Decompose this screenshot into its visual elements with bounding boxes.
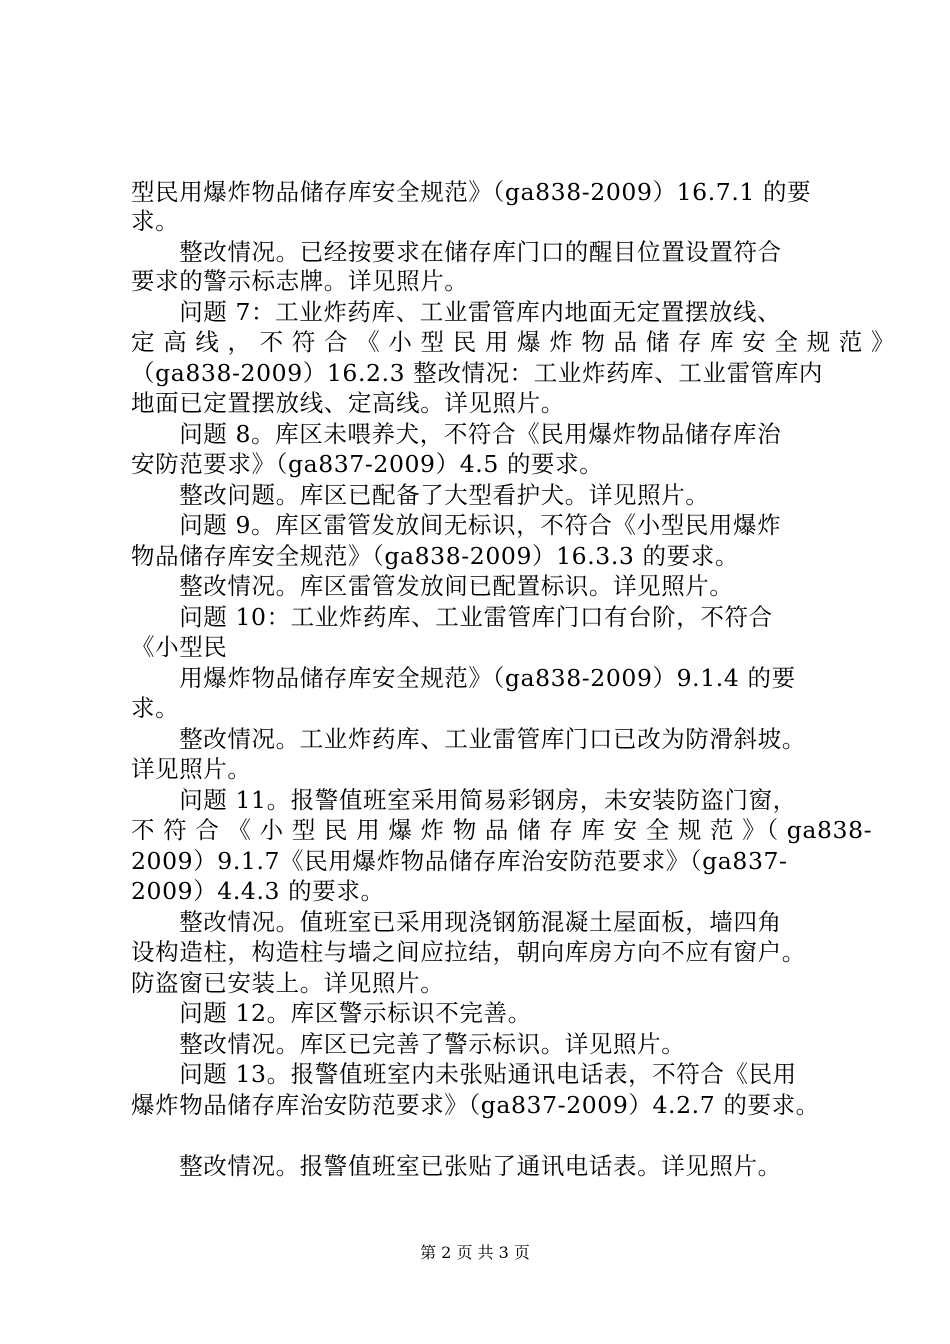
text-line: 物品储存库安全规范》（ga838-2009）16.3.3 的要求。: [131, 542, 739, 570]
text-line: 整改情况。库区雷管发放间已配置标识。详见照片。: [131, 572, 734, 600]
text-line: 整改情况。报警值班室已张贴了通讯电话表。详见照片。: [131, 1152, 782, 1180]
text-line: 不 符 合 《 小 型 民 用 爆 炸 物 品 储 存 库 安 全 规 范 》（ ga838-: [131, 816, 873, 844]
text-line: 型民用爆炸物品储存库安全规范》（ga838-2009）16.7.1 的要: [131, 178, 812, 206]
text-line: 整改情况。已经按要求在储存库门口的醒目位置设置符合: [131, 238, 782, 266]
text-line: 整改情况。工业炸药库、工业雷管库门口已改为防滑斜坡。: [131, 725, 806, 753]
text-line: 《小型民: [131, 633, 228, 661]
text-line: 爆炸物品储存库治安防范要求》（ga837-2009）4.2.7 的要求。: [131, 1091, 820, 1119]
text-line: 问题 11。报警值班室采用简易彩钢房，未安装防盗门窗，: [131, 786, 797, 814]
text-line: 整改情况。值班室已采用现浇钢筋混凝土屋面板，墙四角: [131, 908, 782, 936]
text-line: 详见照片。: [131, 755, 252, 783]
text-line: 问题 8。库区未喂养犬，不符合《民用爆炸物品储存库治: [131, 420, 782, 448]
text-line: 整改问题。库区已配备了大型看护犬。详见照片。: [131, 481, 710, 509]
text-line: 安防范要求》（ga837-2009）4.5 的要求。: [131, 450, 604, 478]
text-line: 地面已定置摆放线、定高线。详见照片。: [131, 389, 565, 417]
text-line: 2009）4.4.3 的要求。: [131, 877, 385, 905]
page-footer: 第 2 页 共 3 页: [420, 1243, 530, 1262]
text-line: 整改情况。库区已完善了警示标识。详见照片。: [131, 1030, 686, 1058]
text-line: 2009）9.1.7《民用爆炸物品储存库治安防范要求》（ga837-: [131, 847, 788, 875]
text-line: 设构造柱，构造柱与墙之间应拉结，朝向库房方向不应有窗户。: [131, 938, 806, 966]
text-line: 求。: [131, 207, 180, 235]
text-line: 求。: [131, 694, 180, 722]
text-line: 问题 10：工业炸药库、工业雷管库门口有台阶，不符合: [131, 603, 773, 631]
text-line: 定 高 线 ， 不 符 合 《 小 型 民 用 爆 炸 物 品 储 存 库 安 全 规 范 》: [131, 328, 896, 356]
text-line: 用爆炸物品储存库安全规范》（ga838-2009）9.1.4 的要: [131, 664, 796, 692]
text-line: 问题 7：工业炸药库、工业雷管库内地面无定置摆放线、: [131, 298, 782, 326]
text-line: 问题 12。库区警示标识不完善。: [131, 999, 532, 1027]
text-line: 问题 13。报警值班室内未张贴通讯电话表，不符合《民用: [131, 1060, 797, 1088]
text-line: 问题 9。库区雷管发放间无标识，不符合《小型民用爆炸: [131, 511, 782, 539]
text-line: 防盗窗已安装上。详见照片。: [131, 969, 445, 997]
text-line: （ga838-2009）16.2.3 整改情况：工业炸药库、工业雷管库内: [131, 359, 823, 387]
text-line: 要求的警示标志牌。详见照片。: [131, 267, 469, 295]
